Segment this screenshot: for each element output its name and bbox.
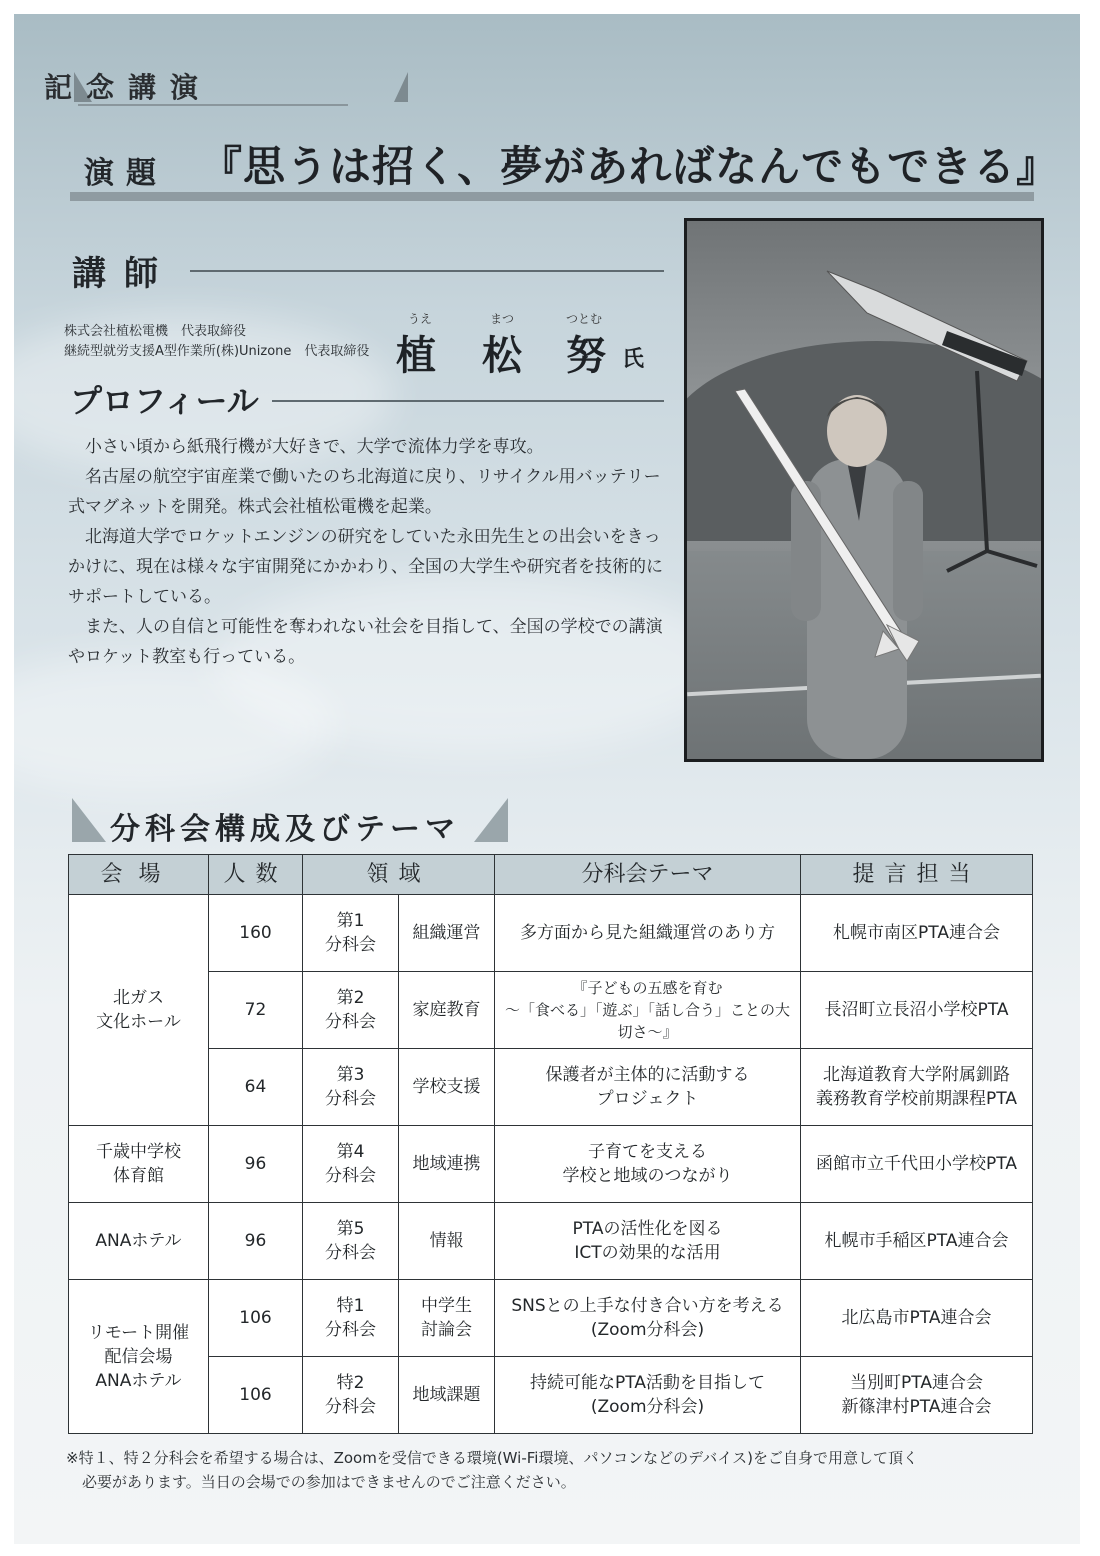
people-cell: 64: [209, 1049, 303, 1126]
table-row: [69, 1203, 1033, 1280]
table-row: [69, 1357, 1033, 1434]
name-surname: 植: [396, 332, 436, 379]
footnote: [66, 1446, 1026, 1494]
lecturer-label: 講師: [72, 254, 176, 294]
footnote-line-1: ※特１、特２分科会を希望する場合は、Zoomを受信できる環境(Wi-Fi環境、パソコンなどのデバイス)をご自身で用意して頂く: [66, 1449, 918, 1467]
table-row: [69, 1280, 1033, 1357]
table-row: [69, 972, 1033, 1049]
lecture-title: 『思うは招く、夢があればなんでもできる』: [200, 142, 1060, 191]
domain-cell: 地域連携: [399, 1126, 495, 1203]
proposer-cell: 北広島市PTA連合会: [801, 1280, 1033, 1357]
commemorative-lecture-label: 記念講演: [44, 71, 213, 104]
sessions-heading-left-triangle: [72, 798, 106, 842]
profile-label: プロフィール: [70, 382, 259, 420]
header-domain: 領域: [303, 855, 495, 895]
header-theme: 分科会テーマ: [495, 855, 801, 895]
table-row: [69, 1049, 1033, 1126]
proposer-cell: 当別町PTA連合会 新篠津村PTA連合会: [801, 1357, 1033, 1434]
domain-cell: 学校支援: [399, 1049, 495, 1126]
table-row: [69, 895, 1033, 972]
header-people: 人数: [209, 855, 303, 895]
domain-cell: 組織運営: [399, 895, 495, 972]
domain-cell: 家庭教育: [399, 972, 495, 1049]
heading-right-triangle: [394, 72, 408, 102]
ruby-given: つとむ: [566, 312, 603, 326]
session-cell: 特2 分科会: [303, 1357, 399, 1434]
profile-paragraph-4: また、人の自信と可能性を奪われない社会を目指して、全国の学校での講演やロケット教室も行っている。: [68, 617, 663, 667]
profile-paragraph-2: 名古屋の航空宇宙産業で働いたのち北海道に戻り、リサイクル用バッテリー式マグネットを開発。株式会社植松電機を起業。: [68, 467, 661, 517]
affiliation-line-2: 継続型就労支援A型作業所(株)Unizone 代表取締役: [64, 344, 370, 359]
profile-text: [68, 432, 674, 672]
proposer-cell: 函館市立千代田小学校PTA: [801, 1126, 1033, 1203]
speaker-photo: [684, 218, 1044, 762]
session-cell: 特1 分科会: [303, 1280, 399, 1357]
header-venue: 会場: [69, 855, 209, 895]
profile-paragraph-1: 小さい頃から紙飛行機が大好きで、大学で流体力学を専攻。: [85, 437, 544, 457]
people-cell: 96: [209, 1203, 303, 1280]
session-cell: 第4 分科会: [303, 1126, 399, 1203]
theme-cell: PTAの活性化を図る ICTの効果的な活用: [495, 1203, 801, 1280]
title-divider-bar: [70, 192, 1034, 201]
proposer-cell: 札幌市南区PTA連合会: [801, 895, 1033, 972]
venue-cell: 北ガス 文化ホール: [69, 895, 209, 1126]
theme-cell: 持続可能なPTA活動を目指して (Zoom分科会): [495, 1357, 801, 1434]
profile-paragraph-3: 北海道大学でロケットエンジンの研究をしていた永田先生との出会いをきっかけに、現在は様々な宇宙開発にかかわり、全国の大学生や研究者を技術的にサポートしている。: [68, 527, 663, 607]
speaker-name: [396, 310, 666, 380]
sessions-heading-right-triangle: [474, 798, 508, 842]
proposer-cell: 北海道教育大学附属釧路 義務教育学校前期課程PTA: [801, 1049, 1033, 1126]
proposer-cell: 長沼町立長沼小学校PTA: [801, 972, 1033, 1049]
venue-cell: ANAホテル: [69, 1203, 209, 1280]
theme-cell: SNSとの上手な付き合い方を考える (Zoom分科会): [495, 1280, 801, 1357]
domain-cell: 中学生 討論会: [399, 1280, 495, 1357]
theme-cell: 保護者が主体的に活動する プロジェクト: [495, 1049, 801, 1126]
people-cell: 160: [209, 895, 303, 972]
proposer-cell: 札幌市手稲区PTA連合会: [801, 1203, 1033, 1280]
name-given: 努: [566, 332, 606, 379]
session-cell: 第5 分科会: [303, 1203, 399, 1280]
heading-underline: [78, 104, 348, 106]
venue-cell: リモート開催 配信会場 ANAホテル: [69, 1280, 209, 1434]
table-row: [69, 1126, 1033, 1203]
lecturer-divider: [190, 270, 664, 272]
name-mid: 松: [482, 332, 522, 379]
people-cell: 106: [209, 1357, 303, 1434]
sessions-table: [68, 854, 1033, 1434]
session-cell: 第3 分科会: [303, 1049, 399, 1126]
ruby-mid: まつ: [490, 312, 515, 326]
people-cell: 96: [209, 1126, 303, 1203]
people-cell: 106: [209, 1280, 303, 1357]
venue-cell: 千歳中学校 体育館: [69, 1126, 209, 1203]
sessions-heading: 分科会構成及びテーマ: [110, 812, 460, 847]
theme-cell: 子育てを支える 学校と地域のつながり: [495, 1126, 801, 1203]
footnote-line-2: 必要があります。当日の会場での参加はできませんのでご注意ください。: [82, 1473, 576, 1491]
theme-cell: 『子どもの五感を育む ～「食べる」「遊ぶ」「話し合う」ことの大切さ～』: [495, 972, 801, 1049]
header-proposer: 提言担当: [801, 855, 1033, 895]
ruby-surname: うえ: [408, 312, 433, 326]
profile-divider: [272, 400, 664, 402]
speaker-rocket-illustration: [687, 221, 1044, 762]
name-honorific: 氏: [622, 346, 645, 372]
session-cell: 第2 分科会: [303, 972, 399, 1049]
domain-cell: 地域課題: [399, 1357, 495, 1434]
theme-cell: 多方面から見た組織運営のあり方: [495, 895, 801, 972]
table-header-row: [69, 855, 1033, 895]
lecture-title-label: 演題: [84, 156, 168, 191]
affiliation-line-1: 株式会社植松電機 代表取締役: [64, 324, 247, 339]
session-cell: 第1 分科会: [303, 895, 399, 972]
flyer-page: [14, 14, 1080, 1544]
people-cell: 72: [209, 972, 303, 1049]
domain-cell: 情報: [399, 1203, 495, 1280]
